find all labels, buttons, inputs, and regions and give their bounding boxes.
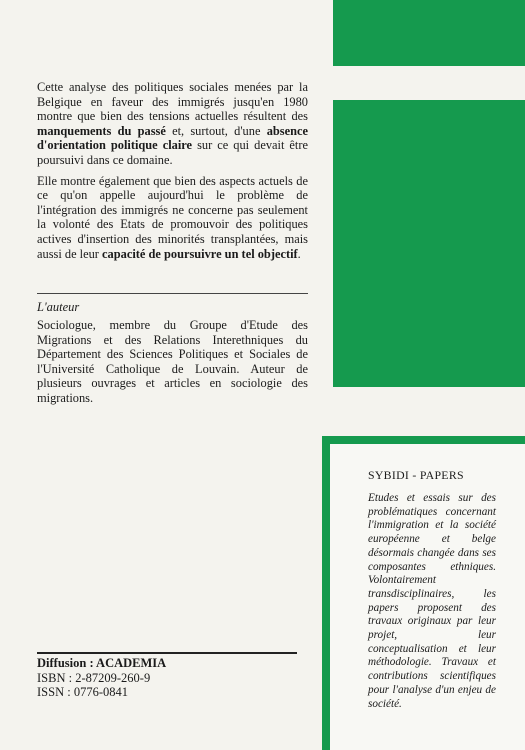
bold-phrase: capacité de poursuivre un tel objectif [102, 246, 298, 261]
description-paragraph-1 [37, 80, 308, 168]
text-run: et, surtout, d'une [165, 123, 267, 138]
isbn: ISBN : 2-87209-260-9 [37, 670, 151, 685]
author-bio: Sociologue, membre du Groupe d'Etude des Migrations et des Relations Interethniques du Département des Sciences Politiques et Sociales de l'Université Catholique de Louvain. Auteur de plusieurs ouvrages et articles en sociologie des migrations. [37, 318, 308, 405]
text-run: Elle montre également que bien des aspects actuels de ce qu'on appelle aujourd'hui le problème de l'intégration des immigrés ne concerne pas seulement la volonté des Etats de promouvoir des politiques actives d'insertion des minorités transplantées, mais aussi de leur [37, 173, 308, 261]
bold-phrase: absence d'orientation politique claire [37, 123, 308, 153]
bold-phrase: manquements du passé [37, 123, 166, 138]
back-cover-description [37, 80, 308, 267]
text-run: Cette analyse des politiques sociales menées par la Belgique en faveur des immigrés jusqu'en 1980 montre que bien des tensions actuelles résultent des [37, 80, 308, 124]
green-middle-block [333, 100, 525, 387]
divider [37, 652, 297, 654]
issn: ISSN : 0776-0841 [37, 685, 128, 700]
author-heading: L'auteur [37, 300, 80, 314]
diffusion-label: Diffusion : ACADEMIA [37, 656, 167, 670]
divider [37, 293, 308, 294]
text-run: sur ce qui devait être poursuivi dans ce domaine. [37, 138, 308, 167]
series-title: SYBIDI - PAPERS [368, 468, 464, 482]
series-description: Etudes et essais sur des problématiques concernant l'immigration et la société européenne et belge désormais changée dans ses composantes ethniques. Volontairement transdisciplinaires, les papers proposent des travaux originaux par leur projet, leur conceptualisation et leur méthodologie. Travaux et contributions scientifiques pour l'analyse d'un enjeu de société. [368, 492, 496, 710]
text-run: . [297, 246, 301, 261]
green-top-block [333, 0, 525, 66]
publisher-info [37, 656, 166, 700]
description-paragraph-2 [37, 174, 308, 262]
